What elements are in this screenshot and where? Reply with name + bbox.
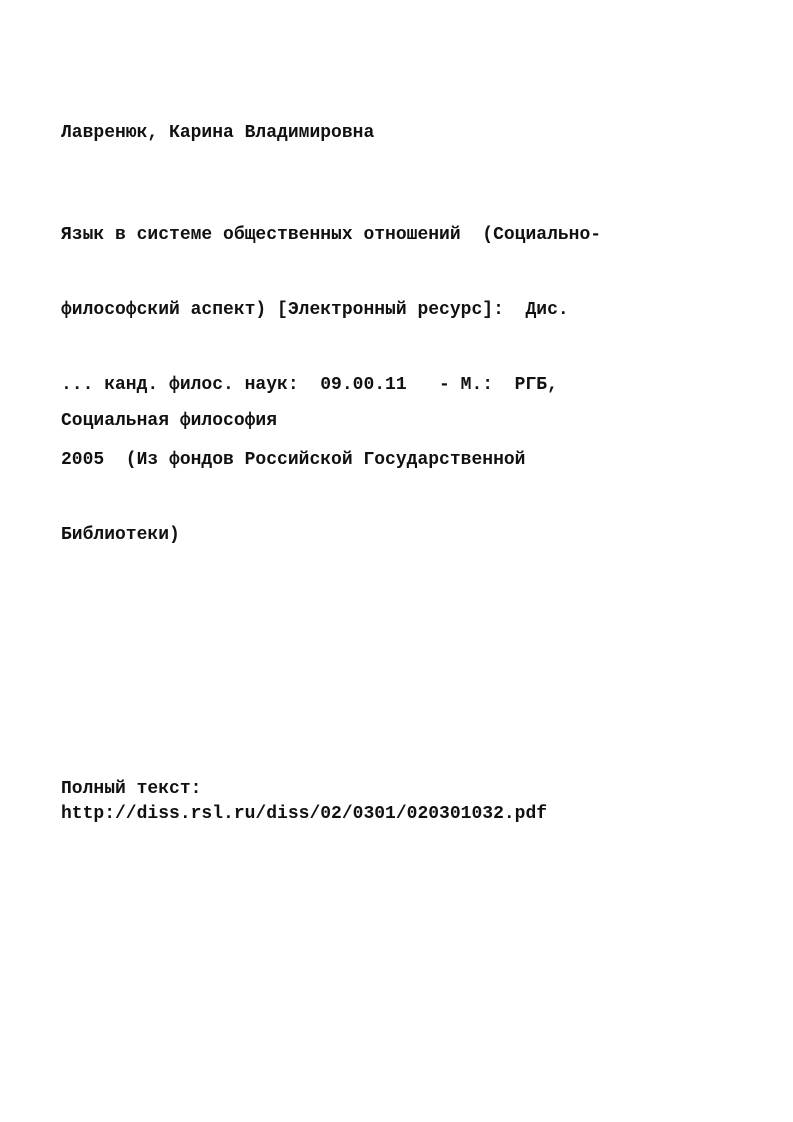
title-line: 2005 (Из фондов Российской Государственной — [61, 450, 526, 470]
title-line: ... канд. филос. наук: 09.00.11 - М.: РГБ, — [61, 375, 558, 395]
full-text-link[interactable]: http://diss.rsl.ru/diss/02/0301/020301032.pdf — [61, 804, 548, 824]
author-name: Лавренюк, Карина Владимировна — [61, 123, 375, 143]
title-description — [61, 173, 601, 598]
title-line: Язык в системе общественных отношений (Социально- — [61, 225, 602, 245]
title-line: философский аспект) [Электронный ресурс]: Дис. — [61, 300, 569, 320]
subject-heading: Социальная философия — [61, 411, 278, 431]
full-text-label: Полный текст: — [61, 779, 202, 799]
title-line: Библиотеки) — [61, 525, 180, 545]
